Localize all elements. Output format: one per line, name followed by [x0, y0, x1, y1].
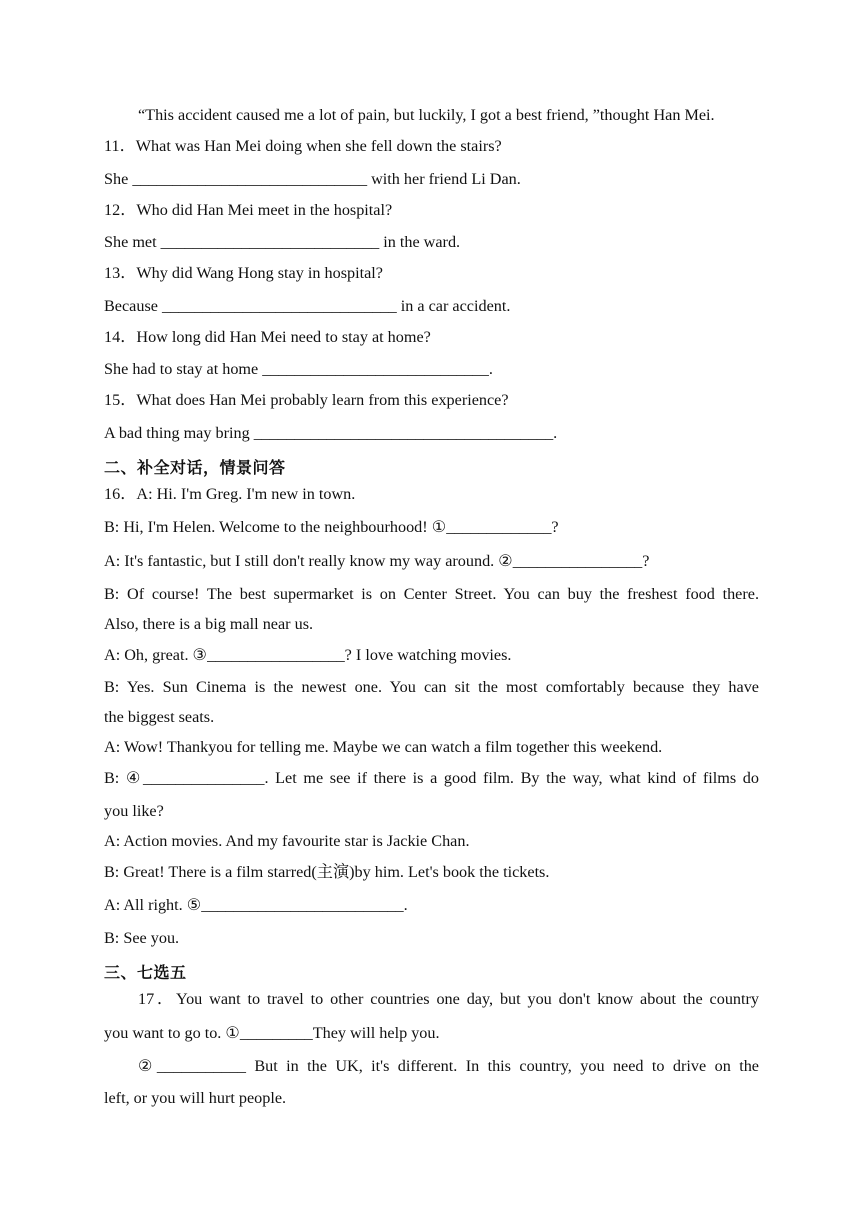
question-13: 13．Why did Wang Hong stay in hospital?	[104, 264, 383, 282]
passage-line: 17．You want to travel to other countries one day, but you don't know about the country	[138, 990, 759, 1008]
answer-line-12: She met ___________________________ in the ward.	[104, 233, 461, 251]
answer-line-15: A bad thing may bring _____________________________________.	[104, 424, 558, 442]
dialogue-line: A: Action movies. And my favourite star is Jackie Chan.	[104, 832, 470, 850]
dialogue-line: B: Hi, I'm Helen. Welcome to the neighbourhood! ①_____________?	[104, 518, 559, 536]
answer-line-11: She _____________________________ with her friend Li Dan.	[104, 170, 521, 188]
dialogue-line: B: Of course! The best supermarket is on Center Street. You can buy the freshest food there.	[104, 585, 759, 603]
answer-line-14: She had to stay at home ____________________________.	[104, 360, 493, 378]
dialogue-line: you like?	[104, 802, 164, 820]
passage-line: ②___________ But in the UK, it's different. In this country, you need to drive on the	[138, 1057, 759, 1075]
section-heading-seven-choose-five: 三、七选五	[104, 963, 187, 982]
question-12: 12．Who did Han Mei meet in the hospital?	[104, 201, 393, 219]
dialogue-line: the biggest seats.	[104, 708, 215, 726]
dialogue-line: B: See you.	[104, 929, 180, 947]
passage-line: you want to go to. ①_________They will help you.	[104, 1024, 440, 1042]
dialogue-line: B: Yes. Sun Cinema is the newest one. You can sit the most comfortably because they have	[104, 678, 759, 696]
section-heading-dialogue: 二、补全对话，情景问答	[104, 458, 286, 477]
dialogue-line: B: Great! There is a film starred(主演)by him. Let's book the tickets.	[104, 863, 550, 881]
dialogue-line: A: Wow! Thankyou for telling me. Maybe we can watch a film together this weekend.	[104, 738, 663, 756]
dialogue-line: A: It's fantastic, but I still don't really know my way around. ②________________?	[104, 552, 650, 570]
dialogue-line: Also, there is a big mall near us.	[104, 615, 314, 633]
answer-line-13: Because _____________________________ in a car accident.	[104, 297, 511, 315]
passage-line: left, or you will hurt people.	[104, 1089, 287, 1107]
question-11: 11．What was Han Mei doing when she fell down the stairs?	[104, 137, 502, 155]
dialogue-line: 16．A: Hi. I'm Greg. I'm new in town.	[104, 485, 356, 503]
passage-closing-line: “This accident caused me a lot of pain, but luckily, I got a best friend, ”thought Han Mei.	[138, 106, 715, 124]
dialogue-line: A: Oh, great. ③_________________? I love watching movies.	[104, 646, 512, 664]
dialogue-line: A: All right. ⑤_________________________.	[104, 896, 408, 914]
question-15: 15．What does Han Mei probably learn from this experience?	[104, 391, 509, 409]
dialogue-line: B: ④_______________. Let me see if there is a good film. By the way, what kind of films do	[104, 769, 759, 787]
question-14: 14．How long did Han Mei need to stay at home?	[104, 328, 431, 346]
